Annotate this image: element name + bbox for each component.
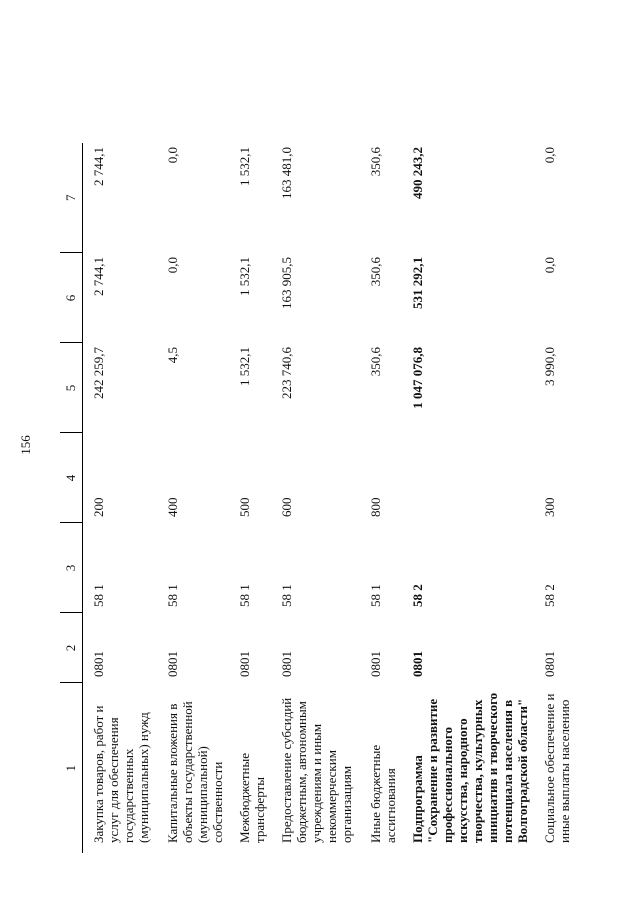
column-header: 6 [60, 253, 83, 343]
amount-cell: 1 532,1 [237, 257, 252, 296]
amount-cell: 242 259,7 [91, 347, 106, 399]
amount-cell: 1 532,1 [237, 347, 252, 386]
amount-cell: 490 243,2 [410, 147, 425, 199]
target-article-code: 58 2 [410, 584, 425, 607]
table-row [530, 143, 577, 853]
table-row [225, 143, 267, 853]
amount-cell: 1 532,1 [237, 147, 252, 186]
expense-type-code: 500 [237, 497, 252, 517]
section-code: 0801 [165, 651, 180, 677]
expense-type-code: 300 [542, 497, 557, 517]
expense-name: Иные бюджетные ассигнования [368, 744, 398, 843]
budget-table [60, 143, 577, 853]
amount-cell: 0,0 [542, 257, 557, 274]
amount-cell: 223 740,6 [279, 347, 294, 399]
table-row [356, 143, 398, 853]
expense-type-code: 200 [91, 497, 106, 517]
section-code: 0801 [542, 651, 557, 677]
column-header: 5 [60, 343, 83, 433]
amount-cell: 1 047 076,8 [410, 347, 425, 409]
expense-name: Закупка товаров, работ и услуг для обеспечения государственных (муниципальных) нужд [91, 705, 151, 843]
section-code: 0801 [237, 651, 252, 677]
section-code: 0801 [410, 651, 425, 677]
target-article-code: 58 1 [165, 584, 180, 607]
target-article-code: 58 1 [368, 584, 383, 607]
expense-type-code: 800 [368, 497, 383, 517]
amount-cell: 2 744,1 [91, 147, 106, 186]
section-code: 0801 [279, 651, 294, 677]
column-header: 2 [60, 613, 83, 683]
expense-name: Социальное обеспечение и иные выплаты населению [542, 693, 572, 843]
expense-type-code: 400 [165, 497, 180, 517]
column-header: 1 [60, 683, 83, 853]
table-row [153, 143, 225, 853]
subprogram-name: Подпрограмма "Сохранение и развитие профессионального искусства, народного творчества, культурных инициатив и творческого потенциала населения в Волгоградской области" [410, 692, 530, 843]
target-article-code: 58 2 [542, 584, 557, 607]
subprogram-row [398, 143, 530, 853]
expense-name: Предоставление субсидий бюджетным, автономным учреждениям и иным некоммерческим организациям [279, 697, 354, 843]
page-number: 156 [18, 435, 33, 455]
amount-cell: 350,6 [368, 147, 383, 177]
expense-name: Капитальные вложения в объекты государственной (муниципальной) собственности [165, 701, 225, 843]
amount-cell: 163 481,0 [279, 147, 294, 199]
amount-cell: 163 905,5 [279, 257, 294, 309]
amount-cell: 350,6 [368, 347, 383, 377]
amount-cell: 4,5 [165, 347, 180, 364]
target-article-code: 58 1 [279, 584, 294, 607]
table-row [267, 143, 356, 853]
expense-type-code: 600 [279, 497, 294, 517]
amount-cell: 2 744,1 [91, 257, 106, 296]
section-code: 0801 [368, 651, 383, 677]
target-article-code: 58 1 [91, 584, 106, 607]
table-row [83, 143, 154, 853]
amount-cell: 3 990,0 [542, 347, 557, 386]
column-header: 7 [60, 143, 83, 253]
amount-cell: 531 292,1 [410, 257, 425, 309]
column-header: 3 [60, 523, 83, 613]
expense-name: Межбюджетные трансферты [237, 753, 267, 843]
amount-cell: 0,0 [542, 147, 557, 164]
table-header-row [60, 143, 83, 853]
section-code: 0801 [91, 651, 106, 677]
expense-type-code [398, 433, 530, 523]
column-header: 4 [60, 433, 83, 523]
amount-cell: 0,0 [165, 257, 180, 274]
amount-cell: 350,6 [368, 257, 383, 287]
amount-cell: 0,0 [165, 147, 180, 164]
target-article-code: 58 1 [237, 584, 252, 607]
